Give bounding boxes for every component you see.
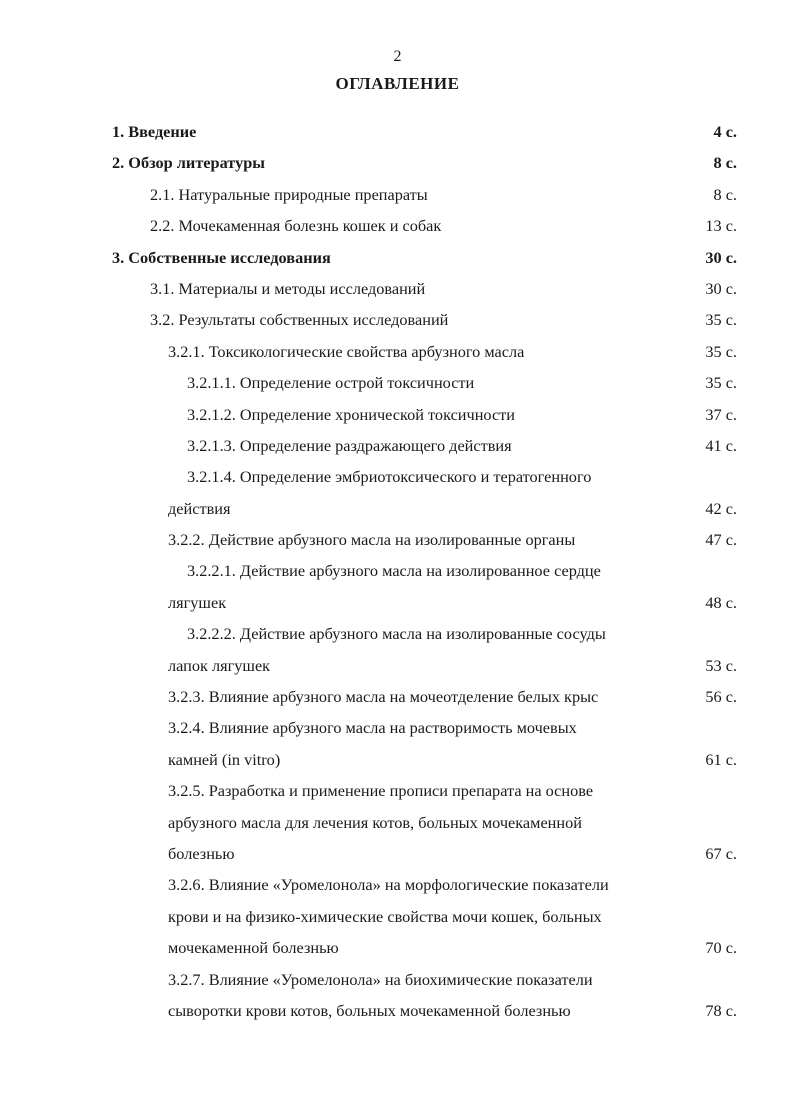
toc-entry bbox=[0, 712, 795, 743]
toc-entry bbox=[0, 493, 795, 524]
toc-entry bbox=[0, 116, 795, 147]
toc-entry bbox=[0, 744, 795, 775]
toc-entry-page: 47 с. bbox=[705, 530, 737, 550]
toc-entry bbox=[0, 838, 795, 869]
toc-entry-page: 41 с. bbox=[705, 435, 737, 455]
toc-entry bbox=[0, 995, 795, 1026]
toc-entry-text: 3.2.7. Влияние «Уромелонола» на биохимические показатели bbox=[168, 969, 593, 989]
toc-entry bbox=[0, 807, 795, 838]
toc-entry-page: 70 с. bbox=[705, 938, 737, 958]
toc-entry-page: 4 с. bbox=[713, 122, 737, 141]
toc-entry bbox=[0, 901, 795, 932]
toc-entry bbox=[0, 336, 795, 367]
toc-entry-text: 3.2.5. Разработка и применение прописи препарата на основе bbox=[168, 781, 594, 801]
page-title: ОГЛАВЛЕНИЕ bbox=[335, 74, 460, 93]
toc-entry-page: 35 с. bbox=[705, 310, 737, 330]
toc-entry-text: 3.2.6. Влияние «Уромелонола» на морфологические показатели bbox=[168, 875, 609, 895]
toc-entry-text: 3.2. Результаты собственных исследований bbox=[150, 310, 449, 330]
toc-entry-text: арбузного масла для лечения котов, больных мочекаменной bbox=[168, 812, 582, 832]
toc-entry-page: 8 с. bbox=[713, 153, 737, 173]
toc-entry-text: лапок лягушек bbox=[168, 655, 271, 675]
toc-entry bbox=[0, 304, 795, 335]
toc-entry-page: 30 с. bbox=[705, 247, 737, 267]
toc-entry-page: 56 с. bbox=[705, 687, 737, 707]
toc-entry bbox=[0, 210, 795, 241]
toc-entry-text: действия bbox=[168, 498, 231, 518]
toc-entry-text: 2.1. Натуральные природные препараты bbox=[150, 184, 428, 204]
toc-entry-text: 3.2.2. Действие арбузного масла на изолированные органы bbox=[168, 530, 576, 550]
toc-entry-text: сыворотки крови котов, больных мочекаменной болезнью bbox=[168, 1000, 571, 1020]
toc-entry-page: 8 с. bbox=[713, 184, 737, 204]
toc-entry bbox=[0, 869, 795, 900]
toc-entry bbox=[0, 681, 795, 712]
toc-entry-page: 67 с. bbox=[705, 843, 737, 863]
toc-entry-text: 3.2.1.2. Определение хронической токсичности bbox=[187, 404, 516, 424]
toc-entry bbox=[0, 964, 795, 995]
toc-entry-page: 78 с. bbox=[705, 1000, 737, 1020]
toc-entry-text: болезнью bbox=[168, 843, 235, 863]
toc-entry-text: крови и на физико-химические свойства мочи кошек, больных bbox=[168, 906, 602, 926]
toc-entry-text: 2. Обзор литературы bbox=[112, 153, 266, 173]
toc-entry-text: 3.2.2.2. Действие арбузного масла на изолированные сосуды bbox=[187, 624, 606, 644]
toc-entry-page: 13 с. bbox=[705, 216, 737, 236]
toc-entry bbox=[0, 775, 795, 806]
toc-entry-text: 3.2.1.1. Определение острой токсичности bbox=[187, 373, 475, 393]
toc-entry bbox=[0, 399, 795, 430]
toc-entry bbox=[0, 179, 795, 210]
toc-entry bbox=[0, 461, 795, 492]
page-number: 2 bbox=[393, 48, 402, 65]
toc-entry-page: 37 с. bbox=[705, 404, 737, 424]
toc-entry bbox=[0, 650, 795, 681]
toc-entry-text: 3.2.2.1. Действие арбузного масла на изолированное сердце bbox=[187, 561, 601, 581]
toc-entry-text: мочекаменной болезнью bbox=[168, 938, 339, 958]
table-of-contents bbox=[0, 116, 795, 1026]
toc-entry-text: 2.2. Мочекаменная болезнь кошек и собак bbox=[150, 216, 442, 236]
toc-entry bbox=[0, 618, 795, 649]
toc-entry-text: 3.2.1.4. Определение эмбриотоксического и тератогенного bbox=[187, 467, 592, 487]
toc-entry-text: 3.2.4. Влияние арбузного масла на растворимость мочевых bbox=[168, 718, 577, 738]
toc-entry-page: 30 с. bbox=[705, 278, 737, 298]
toc-entry bbox=[0, 555, 795, 586]
toc-entry-text: лягушек bbox=[168, 592, 227, 612]
toc-entry bbox=[0, 273, 795, 304]
toc-entry-text: 3.1. Материалы и методы исследований bbox=[150, 278, 426, 298]
toc-entry-text: 1. Введение bbox=[112, 122, 197, 141]
toc-entry-text: 3.2.1. Токсикологические свойства арбузного масла bbox=[168, 341, 525, 361]
toc-entry bbox=[0, 932, 795, 963]
toc-entry bbox=[0, 147, 795, 178]
toc-entry-text: камней (in vitro) bbox=[168, 749, 281, 769]
toc-entry-page: 53 с. bbox=[705, 655, 737, 675]
toc-entry-text: 3. Собственные исследования bbox=[112, 247, 331, 267]
toc-entry-page: 61 с. bbox=[705, 749, 737, 769]
toc-entry-page: 42 с. bbox=[705, 498, 737, 518]
toc-entry bbox=[0, 242, 795, 273]
toc-entry-page: 48 с. bbox=[705, 592, 737, 612]
toc-entry bbox=[0, 367, 795, 398]
toc-entry bbox=[0, 587, 795, 618]
toc-entry bbox=[0, 524, 795, 555]
toc-entry bbox=[0, 430, 795, 461]
toc-entry-text: 3.2.3. Влияние арбузного масла на мочеотделение белых крыс bbox=[168, 687, 599, 707]
toc-entry-text: 3.2.1.3. Определение раздражающего действия bbox=[187, 435, 512, 455]
toc-entry-page: 35 с. bbox=[705, 341, 737, 361]
toc-entry-page: 35 с. bbox=[705, 373, 737, 393]
